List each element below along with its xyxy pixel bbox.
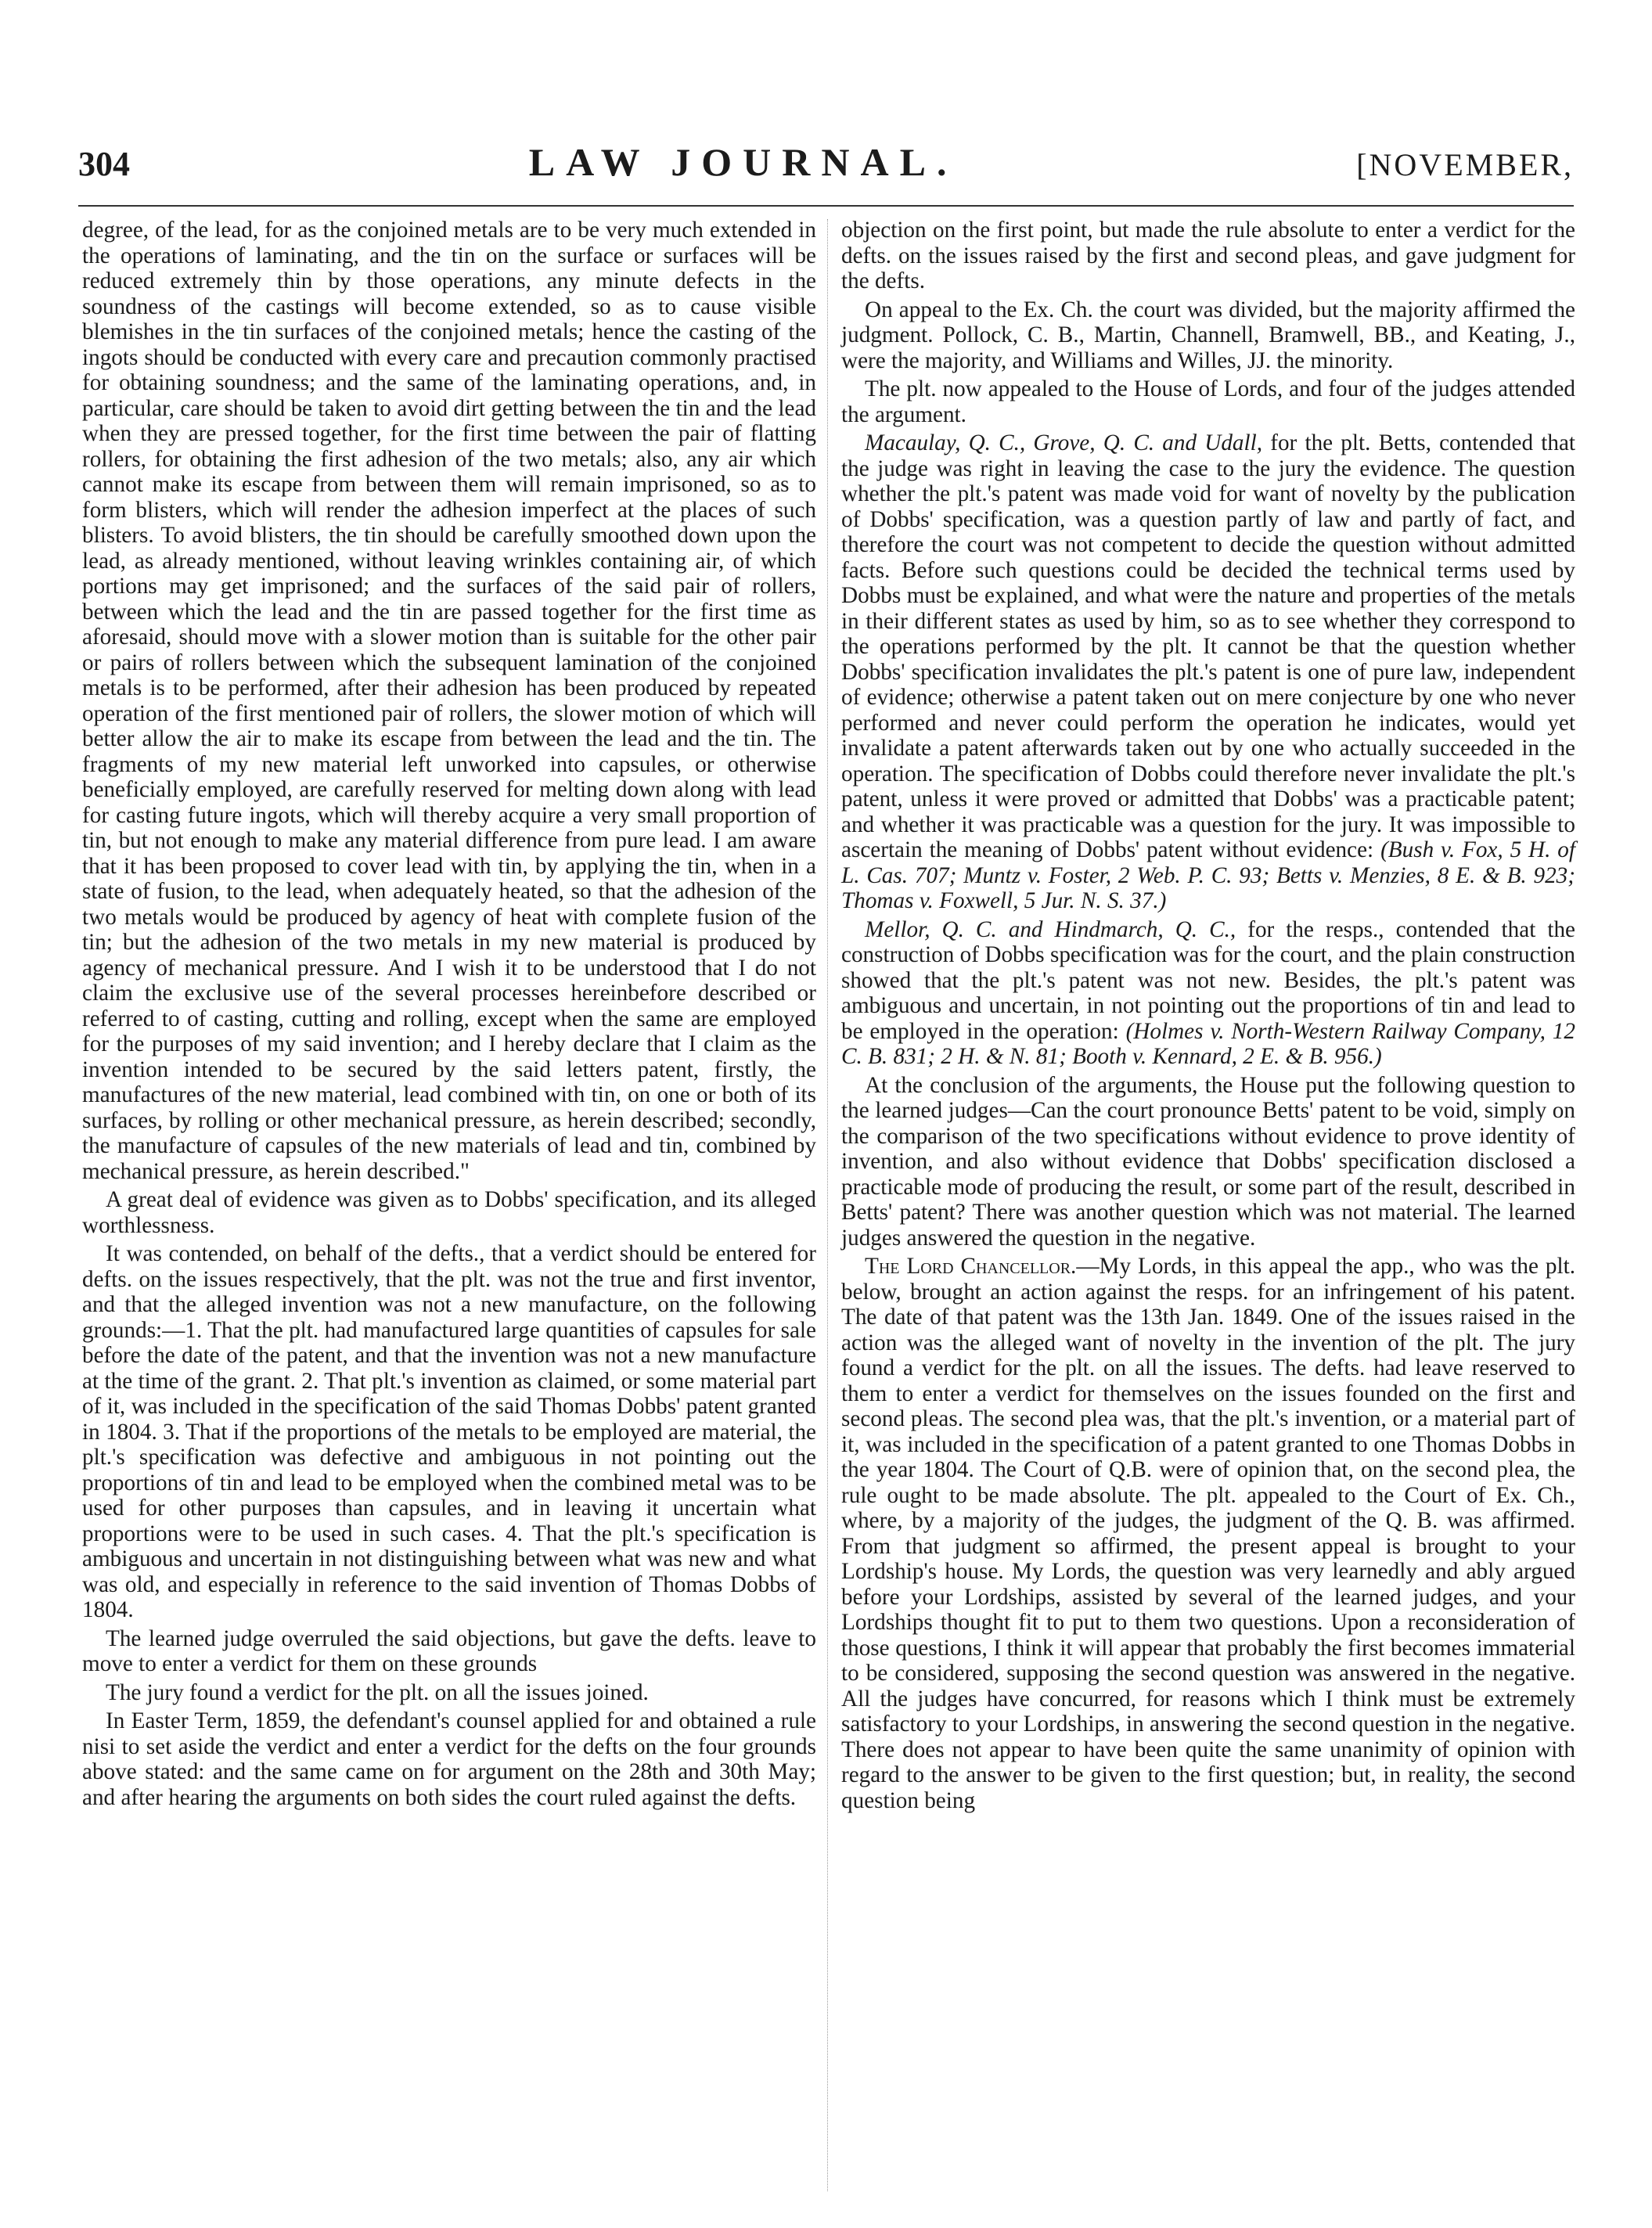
paragraph <box>841 1254 1575 1813</box>
paragraph: At the conclusion of the arguments, the House put the following question to the learned judges—Can the court pronounce Betts' patent to be void, simply on the comparison of the two specifications without evidence to prove identity of invention, and also without evidence that Dobbs' specification disclosed a practicable mode of producing the result, or some part of the result, described in Betts' patent? There was another question which was not material. The learned judges answered the question in the negative. <box>841 1072 1575 1251</box>
paragraph <box>841 917 1575 1070</box>
counsel-names: Mellor, Q. C. and Hindmarch, Q. C., <box>865 916 1248 942</box>
page-header <box>78 139 1574 202</box>
paragraph-text: for the resps., contended that the construction of Dobbs specification was for the court, and the plain construction showed that the plt.'s patent was not new. Besides, the plt.'s patent was ambiguous and uncertain, in not pointing out the proportions of tin and lead to be employed in the operation: <box>841 916 1575 1044</box>
column-divider <box>827 219 828 2191</box>
paragraph: degree, of the lead, for as the conjoined metals are to be very much extended in the operations of laminating, and the tin on the surface or surfaces will be reduced extremely thin by those operations, any minute defects in the soundness of the castings will become extended, so as to cause visible blemishes in the tin surfaces of the conjoined metals; hence the casting of the ingots should be conducted with every care and precaution commonly practised for obtaining soundness; and the same of the laminating operations, and, in particular, care should be taken to avoid dirt getting between the tin and the lead when they are pressed together, for the first time between the pair of flatting rollers, for obtaining the first adhesion of the two metals; also, any air which cannot make its escape from between them will remain imprisoned, so as to form blisters, which will render the adhesion imperfect at the places of such blisters. To avoid blisters, the tin should be carefully smoothed down upon the lead, as already mentioned, without leaving wrinkles containing air, of which portions may get imprisoned; and the surfaces of the said pair of rollers, between which the lead and the tin are passed together for the first time as aforesaid, should move with a slower motion than is suitable for the other pair or pairs of rollers between which the subsequent lamination of the conjoined metals is to be performed, after their adhesion has been produced by repeated operation of the first mentioned pair of rollers, the slower motion of which will better allow the air to make its escape from between the lead and the tin. The fragments of my new material left unworked into capsules, or otherwise beneficially employed, are carefully reserved for melting down along with lead for casting future ingots, which will thereby acquire a very small proportion of tin, but not enough to make any material difference from pure lead. I am aware that it has been proposed to cover lead with tin, by applying the tin, when in a state of fusion, to the lead, when adequately heated, so that the adhesion of the two metals would be produced by agency of heat with complete fusion of the tin; but the adhesion of the two metals in my new material is produced by agency of mechanical pressure. And I wish it to be understood that I do not claim the exclusive use of the several processes hereinbefore described or referred to of casting, cutting and rolling, except when the same are employed for the purposes of my said invention; and I hereby declare that I claim as the invention intended to be secured by the said letters patent, firstly, the manufactures of the new material, lead combined with tin, on one or both of its surfaces, by rolling or other mechanical pressure, as herein described; secondly, the manufacture of capsules of the new materials of lead and tin, combined by mechanical pressure, as herein described." <box>82 218 816 1184</box>
paragraph-text: for the plt. Betts, contended that the judge was right in leaving the case to the jury the evidence. The question whether the plt.'s patent was made void for want of novelty by the publication of Dobbs' specification, was a question partly of law and partly of fact, and therefore the court was not competent to decide the question without admitted facts. Before such questions could be decided the technical terms used by Dobbs must be explained, and what were the nature and properties of the metals in their different states as used by him, so as to see whether they correspond to the operations performed by the plt. It cannot be that the question whether Dobbs' specification invalidates the plt.'s patent is one of pure law, independent of evidence; otherwise a patent taken out on mere conjecture by one who never performed and never could perform the operation he indicates, would yet invalidate a patent afterwards taken out by one who actually succeeded in the operation. The specification of Dobbs could therefore never invalidate the plt.'s patent, unless it were proved or admitted that Dobbs' was a practicable patent; and whether it was practicable was a question for the jury. It was impossible to ascertain the meaning of Dobbs' patent without evidence: <box>841 430 1576 862</box>
case-citations: (Holmes v. North-Western Railway Company, 12 C. B. 831; 2 H. & N. 81; Booth v. Kennard, 2 E. & B. 956.) <box>841 1018 1575 1069</box>
paragraph: The learned judge overruled the said objections, but gave the defts. leave to move to enter a verdict for them on these grounds <box>82 1625 816 1676</box>
paragraph: A great deal of evidence was given as to Dobbs' specification, and its alleged worthlessness. <box>82 1187 816 1238</box>
journal-title: LAW JOURNAL. <box>528 140 958 184</box>
right-column <box>841 218 1575 1816</box>
paragraph: On appeal to the Ex. Ch. the court was divided, but the majority affirmed the judgment. Pollock, C. B., Martin, Channell, Bramwell, BB., and Keating, J., were the majority, and Williams and Willes, JJ. the minority. <box>841 297 1575 373</box>
paragraph: The plt. now appealed to the House of Lords, and four of the judges attended the argument. <box>841 376 1575 427</box>
paragraph-text: —My Lords, in this appeal the app., who was the plt. below, brought an action against the resps. for an infringement of his patent. The date of that patent was the 13th Jan. 1849. One of the issues raised in the action was the alleged want of novelty in the invention of the plt. The jury found a verdict for the plt. on all the issues. The defts. had leave reserved to them to enter a verdict for themselves on the issues founded on the first and second pleas. The second plea was, that the plt.'s invention, or a material part of it, was included in the specification of a patent granted to one Thomas Dobbs in the year 1804. The Court of Q.B. were of opinion that, on the second plea, the rule ought to be made absolute. The plt. appealed to the Court of Ex. Ch., where, by a majority of the judges, the judgment of the Q. B. was affirmed. From that judgment so affirmed, the present appeal is brought to your Lordship's house. My Lords, the question was very learnedly and ably argued before your Lordships, assisted by several of the learned judges, and your Lordships thought fit to put to them two questions. Upon a reconsideration of those questions, I think it will appear that probably the first becomes immaterial to be considered, supposing the second question was answered in the negative. All the judges have concurred, for reasons which I think must be extremely satisfactory to your Lordships, in answering the second question in the negative. There does not appear to have been quite the same unanimity of opinion with regard to the answer to be given to the first question; but, in reality, the second question being <box>841 1254 1575 1813</box>
speaker: The Lord Chancellor. <box>865 1254 1077 1279</box>
page-number: 304 <box>78 145 130 183</box>
header-month: [NOVEMBER, <box>1356 147 1574 182</box>
paragraph: objection on the first point, but made the rule absolute to enter a verdict for the defts. on the issues raised by the first and second pleas, and gave judgment for the defts. <box>841 218 1575 293</box>
paragraph: In Easter Term, 1859, the defendant's counsel applied for and obtained a rule nisi to set aside the verdict and enter a verdict for the defts on the four grounds above stated: and the same came on for argument on the 28th and 30th May; and after hearing the arguments on both sides the court ruled against the defts. <box>82 1708 816 1810</box>
paragraph <box>841 430 1575 914</box>
case-citations: (Bush v. Fox, 5 H. of L. Cas. 707; Muntz v. Foster, 2 Web. P. C. 93; Betts v. Menzies, 8 E. & B. 923; Thomas v. Foxwell, 5 Jur. N. S. 37.) <box>841 837 1576 913</box>
paragraph: It was contended, on behalf of the defts., that a verdict should be entered for defts. on the issues respectively, that the plt. was not the true and first inventor, and that the alleged invention was not a new manufacture, on the following grounds:—1. That the plt. had manufactured large quantities of capsules for sale before the date of the patent, and that the invention was not a new manufacture at the time of the grant. 2. That plt.'s invention as claimed, or some material part of it, was included in the specification of the said Thomas Dobbs' patent granted in 1804. 3. That if the proportions of the metals to be employed are material, the plt.'s specification was defective and ambiguous in not pointing out the proportions of tin and lead to be employed when the combined metal was to be used for other purposes than capsules, and in leaving it uncertain what proportions were to be used in such cases. 4. That the plt.'s specification is ambiguous and uncertain in not distinguishing between what was new and what was old, and especially in reference to the said invention of Thomas Dobbs of 1804. <box>82 1241 816 1622</box>
header-rule <box>78 205 1574 207</box>
paragraph: The jury found a verdict for the plt. on all the issues joined. <box>106 1679 649 1705</box>
left-column <box>82 218 816 1813</box>
counsel-names: Macaulay, Q. C., Grove, Q. C. and Udall, <box>865 430 1271 455</box>
